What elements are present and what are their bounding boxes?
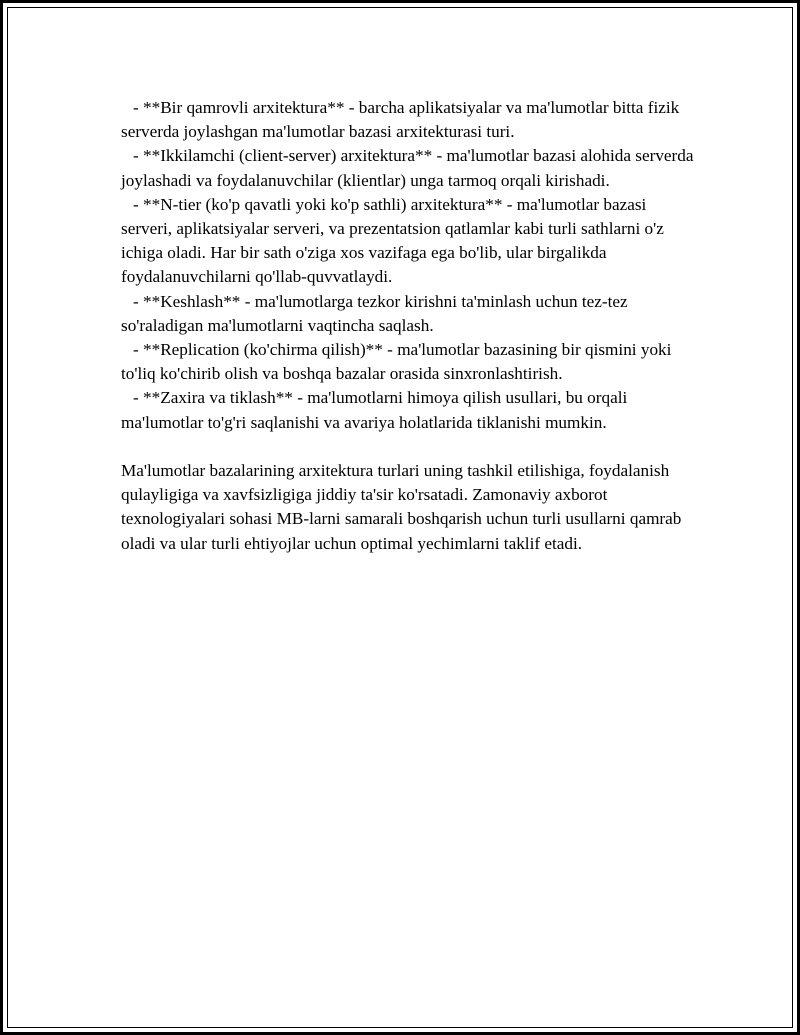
list-item: [121, 96, 696, 144]
document-body: [121, 96, 696, 556]
list-item: [121, 290, 696, 338]
list-item-text: - **Zaxira va tiklash** - ma'lumotlarni himoya qilish usullari, bu orqali ma'lumotlar to'g'ri saqlanishi va avariya holatlarida tiklanishi mumkin.: [121, 388, 628, 432]
paragraph-spacer: [121, 435, 696, 459]
list-item: [121, 144, 696, 192]
list-item: [121, 193, 696, 290]
list-item-text: - **Keshlash** - ma'lumotlarga tezkor kirishni ta'minlash uchun tez-tez so'raladigan ma'lumotlarni vaqtincha saqlash.: [121, 291, 628, 335]
closing-paragraph: Ma'lumotlar bazalarining arxitektura turlari uning tashkil etilishiga, foydalanish qulayligiga va xavfsizligiga jiddiy ta'sir ko'rsatadi. Zamonaviy axborot texnologiyalari sohasi MB-larni samarali boshqarish uchun turli usullarni qamrab oladi va ular turli ehtiyojlar uchun optimal yechimlarni taklif etadi.: [121, 461, 682, 553]
list-item-text: - **N-tier (ko'p qavatli yoki ko'p sathli) arxitektura** - ma'lumotlar bazasi serveri, aplikatsiyalar serveri, va prezentatsion qatlamlar kabi turli sathlarni o'z ichiga oladi. Har bir sath o'ziga xos vazifaga ega bo'lib, ular birgalikda foydalanuvchilarni qo'llab-quvvatlaydi.: [121, 194, 664, 287]
list-item: [121, 338, 696, 386]
list-item-text: - **Ikkilamchi (client-server) arxitektura** - ma'lumotlar bazasi alohida serverda joylashadi va foydalanuvchilar (klientlar) unga tarmoq orqali kirishadi.: [121, 146, 694, 190]
list-item-text: - **Bir qamrovli arxitektura** - barcha aplikatsiyalar va ma'lumotlar bitta fizik serverda joylashgan ma'lumotlar bazasi arxitekturasi turi.: [121, 98, 680, 142]
list-item-text: - **Replication (ko'chirma qilish)** - ma'lumotlar bazasining bir qismini yoki to'liq ko'chirib olish va boshqa bazalar orasida sinxronlashtirish.: [121, 340, 672, 384]
list-item: [121, 386, 696, 434]
